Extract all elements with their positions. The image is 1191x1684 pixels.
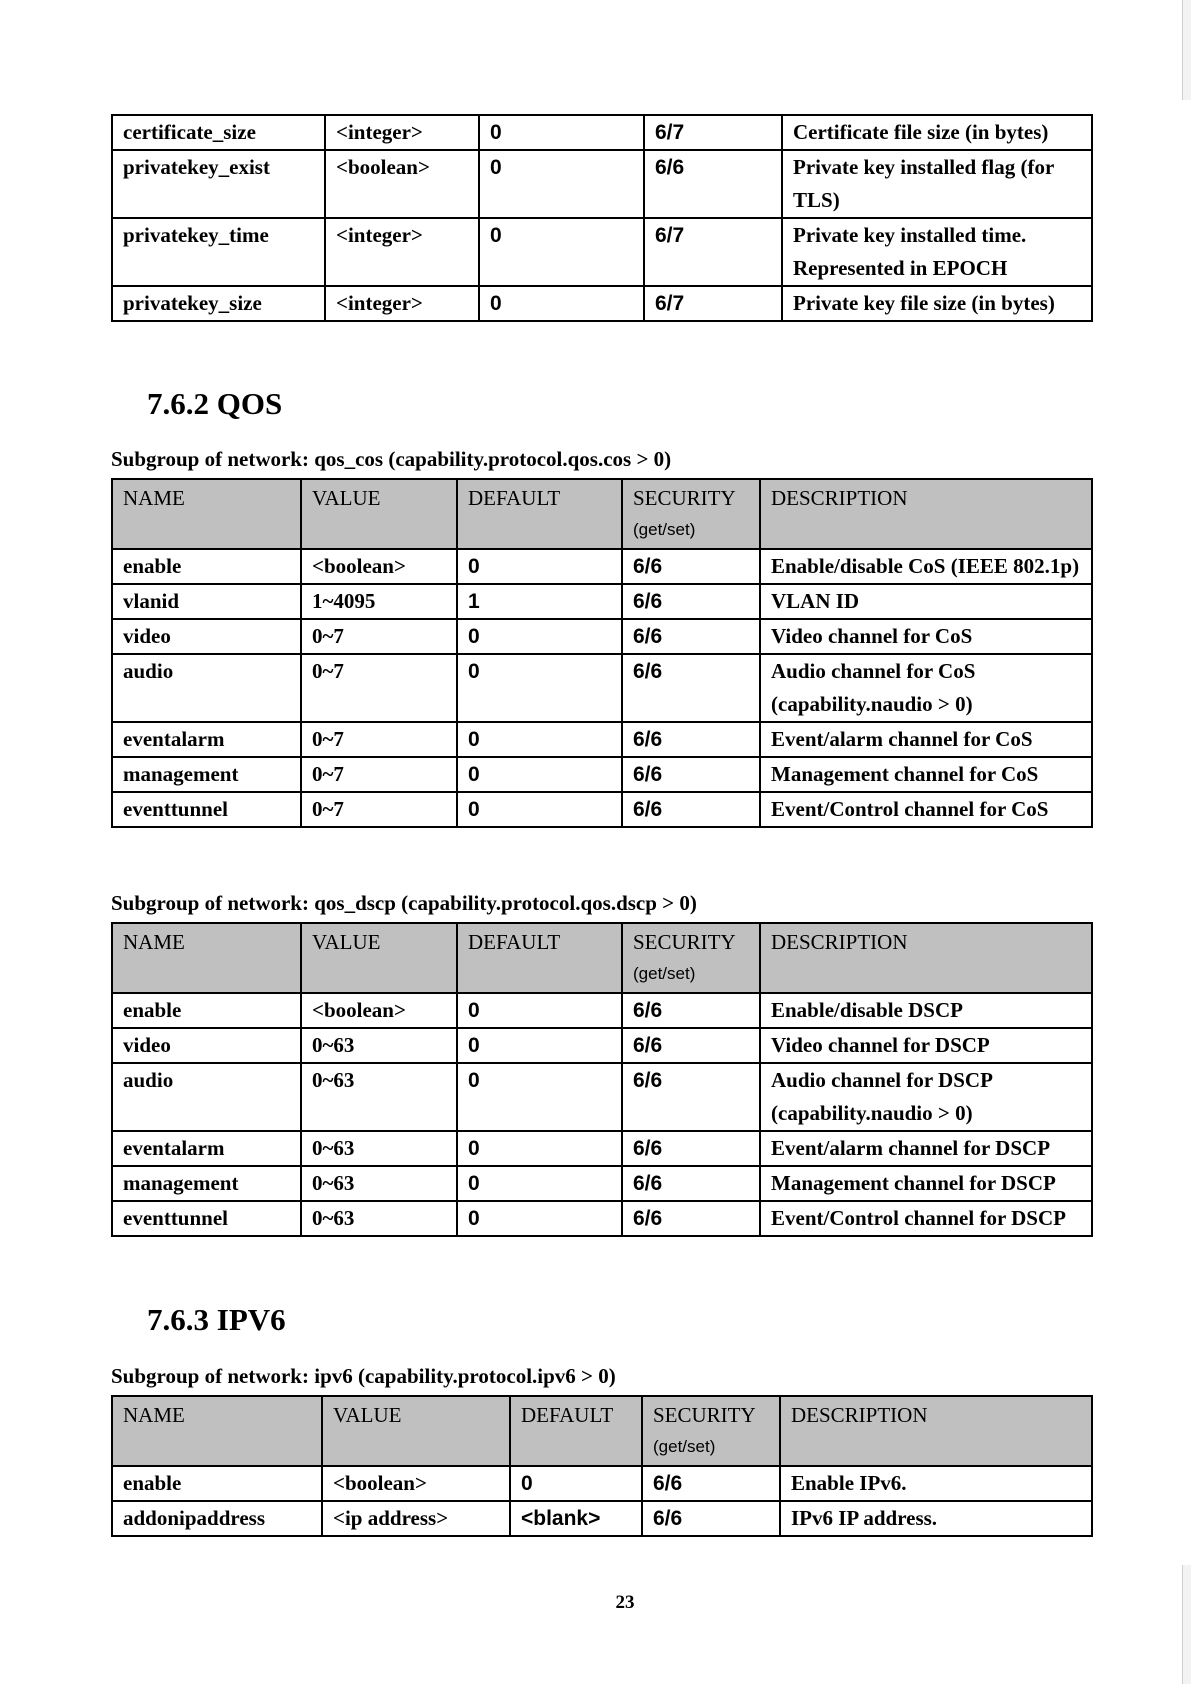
cell-default: 0	[510, 1466, 642, 1501]
header-description: DESCRIPTION	[780, 1396, 1092, 1466]
cell-value: 1~4095	[301, 584, 457, 619]
header-name: NAME	[112, 923, 301, 993]
table-row	[112, 115, 1092, 150]
table-row	[112, 218, 1092, 286]
cell-name: privatekey_size	[112, 286, 325, 321]
cell-description: Enable IPv6.	[780, 1466, 1092, 1501]
cell-name: enable	[112, 993, 301, 1028]
cell-name: eventalarm	[112, 1131, 301, 1166]
cell-security: 6/7	[644, 286, 782, 321]
cell-security: 6/6	[622, 619, 760, 654]
cell-security: 6/6	[622, 722, 760, 757]
cell-description: Event/Control channel for DSCP	[760, 1201, 1092, 1236]
cell-description: Private key installed flag (for TLS)	[782, 150, 1092, 218]
cell-name: certificate_size	[112, 115, 325, 150]
header-security	[642, 1396, 780, 1466]
header-security-sub: (get/set)	[633, 964, 696, 983]
cell-default: 0	[457, 757, 622, 792]
cell-value: <integer>	[325, 115, 479, 150]
cell-description: Management channel for DSCP	[760, 1166, 1092, 1201]
cell-value: <ip address>	[322, 1501, 510, 1536]
cell-description: Audio channel for DSCP (capability.naudio > 0)	[760, 1063, 1092, 1131]
cell-description: IPv6 IP address.	[780, 1501, 1092, 1536]
cell-value: 0~7	[301, 792, 457, 827]
header-default: DEFAULT	[457, 479, 622, 549]
cell-description: Event/alarm channel for CoS	[760, 722, 1092, 757]
caption-qos-cos: Subgroup of network: qos_cos (capability.protocol.qos.cos > 0)	[111, 447, 672, 471]
cell-security: 6/6	[622, 1166, 760, 1201]
cell-security: 6/6	[622, 1028, 760, 1063]
cell-default: 0	[457, 1131, 622, 1166]
heading-ipv6: 7.6.3 IPV6	[147, 1302, 286, 1337]
cell-default: 0	[457, 1028, 622, 1063]
cell-security: 6/6	[642, 1466, 780, 1501]
cell-name: video	[112, 1028, 301, 1063]
table-row	[112, 150, 1092, 218]
cell-description: Private key file size (in bytes)	[782, 286, 1092, 321]
table-ipv6	[111, 1395, 1093, 1537]
cell-name: video	[112, 619, 301, 654]
cell-name: eventtunnel	[112, 792, 301, 827]
cell-description: Audio channel for CoS (capability.naudio > 0)	[760, 654, 1092, 722]
cell-value: <boolean>	[301, 549, 457, 584]
cell-value: 0~7	[301, 654, 457, 722]
table-header-row	[112, 479, 1092, 549]
cell-name: audio	[112, 1063, 301, 1131]
cell-default: 0	[479, 218, 644, 286]
table-row	[112, 1028, 1092, 1063]
cell-value: <integer>	[325, 286, 479, 321]
header-security-label: SECURITY	[653, 1403, 756, 1427]
cell-name: privatekey_exist	[112, 150, 325, 218]
cell-default: 0	[457, 792, 622, 827]
cell-value: 0~7	[301, 757, 457, 792]
table-row	[112, 619, 1092, 654]
cell-value: 0~63	[301, 1166, 457, 1201]
page-number: 23	[615, 1592, 635, 1613]
table-row	[112, 792, 1092, 827]
header-default: DEFAULT	[510, 1396, 642, 1466]
cell-security: 6/6	[622, 792, 760, 827]
header-description: DESCRIPTION	[760, 923, 1092, 993]
cell-description: Video channel for CoS	[760, 619, 1092, 654]
cell-default: 0	[457, 1166, 622, 1201]
cell-value: 0~63	[301, 1028, 457, 1063]
cell-name: audio	[112, 654, 301, 722]
cell-default: 1	[457, 584, 622, 619]
cell-description: Event/Control channel for CoS	[760, 792, 1092, 827]
header-name: NAME	[112, 1396, 322, 1466]
cell-value: <boolean>	[325, 150, 479, 218]
cell-description: Event/alarm channel for DSCP	[760, 1131, 1092, 1166]
cell-default: 0	[479, 286, 644, 321]
cell-value: <integer>	[325, 218, 479, 286]
cell-security: 6/6	[622, 654, 760, 722]
cell-security: 6/6	[622, 993, 760, 1028]
cell-name: privatekey_time	[112, 218, 325, 286]
cell-security: 6/6	[622, 1131, 760, 1166]
table-row	[112, 993, 1092, 1028]
page-edge-decoration	[1182, 0, 1191, 100]
cell-description: Private key installed time. Represented in EPOCH	[782, 218, 1092, 286]
cell-value: 0~7	[301, 619, 457, 654]
table-row	[112, 1466, 1092, 1501]
cell-name: management	[112, 757, 301, 792]
cell-description: Management channel for CoS	[760, 757, 1092, 792]
table-header-row	[112, 923, 1092, 993]
cell-name: enable	[112, 549, 301, 584]
cell-value: 0~7	[301, 722, 457, 757]
cell-value: <boolean>	[301, 993, 457, 1028]
cell-description: Video channel for DSCP	[760, 1028, 1092, 1063]
cell-value: 0~63	[301, 1131, 457, 1166]
table-row	[112, 1201, 1092, 1236]
cell-security: 6/6	[622, 1063, 760, 1131]
header-security	[622, 479, 760, 549]
cell-value: 0~63	[301, 1201, 457, 1236]
cell-name: eventalarm	[112, 722, 301, 757]
header-value: VALUE	[301, 479, 457, 549]
header-security-label: SECURITY	[633, 486, 736, 510]
cell-security: 6/6	[622, 1201, 760, 1236]
cell-name: management	[112, 1166, 301, 1201]
cell-default: 0	[457, 1201, 622, 1236]
cell-default: 0	[479, 150, 644, 218]
cell-name: addonipaddress	[112, 1501, 322, 1536]
header-default: DEFAULT	[457, 923, 622, 993]
cell-default: 0	[479, 115, 644, 150]
cell-default: 0	[457, 619, 622, 654]
cell-description: Enable/disable CoS (IEEE 802.1p)	[760, 549, 1092, 584]
cell-security: 6/6	[622, 584, 760, 619]
table-certificate-params	[111, 114, 1093, 322]
caption-ipv6: Subgroup of network: ipv6 (capability.protocol.ipv6 > 0)	[111, 1364, 616, 1388]
cell-security: 6/6	[642, 1501, 780, 1536]
cell-default: 0	[457, 654, 622, 722]
cell-default: <blank>	[510, 1501, 642, 1536]
table-qos-dscp	[111, 922, 1093, 1237]
cell-security: 6/6	[622, 549, 760, 584]
table-header-row	[112, 1396, 1092, 1466]
header-security-sub: (get/set)	[653, 1437, 716, 1456]
cell-value: 0~63	[301, 1063, 457, 1131]
cell-security: 6/6	[622, 757, 760, 792]
header-value: VALUE	[301, 923, 457, 993]
cell-security: 6/7	[644, 218, 782, 286]
header-security	[622, 923, 760, 993]
cell-value: <boolean>	[322, 1466, 510, 1501]
cell-name: eventtunnel	[112, 1201, 301, 1236]
cell-name: vlanid	[112, 584, 301, 619]
cell-default: 0	[457, 549, 622, 584]
table-row	[112, 1063, 1092, 1131]
cell-description: Certificate file size (in bytes)	[782, 115, 1092, 150]
table-qos-cos	[111, 478, 1093, 828]
caption-qos-dscp: Subgroup of network: qos_dscp (capability.protocol.qos.dscp > 0)	[111, 891, 697, 915]
table-row	[112, 722, 1092, 757]
table-row	[112, 1501, 1092, 1536]
cell-default: 0	[457, 993, 622, 1028]
table-row	[112, 757, 1092, 792]
table-row	[112, 654, 1092, 722]
cell-default: 0	[457, 722, 622, 757]
cell-security: 6/6	[644, 150, 782, 218]
page-edge-decoration	[1182, 1565, 1191, 1684]
table-row	[112, 1131, 1092, 1166]
table-row	[112, 1166, 1092, 1201]
header-name: NAME	[112, 479, 301, 549]
header-security-sub: (get/set)	[633, 520, 696, 539]
header-security-label: SECURITY	[633, 930, 736, 954]
cell-default: 0	[457, 1063, 622, 1131]
cell-description: VLAN ID	[760, 584, 1092, 619]
header-value: VALUE	[322, 1396, 510, 1466]
table-row	[112, 549, 1092, 584]
heading-qos: 7.6.2 QOS	[147, 386, 283, 421]
table-row	[112, 584, 1092, 619]
header-description: DESCRIPTION	[760, 479, 1092, 549]
cell-description: Enable/disable DSCP	[760, 993, 1092, 1028]
cell-security: 6/7	[644, 115, 782, 150]
cell-name: enable	[112, 1466, 322, 1501]
table-row	[112, 286, 1092, 321]
